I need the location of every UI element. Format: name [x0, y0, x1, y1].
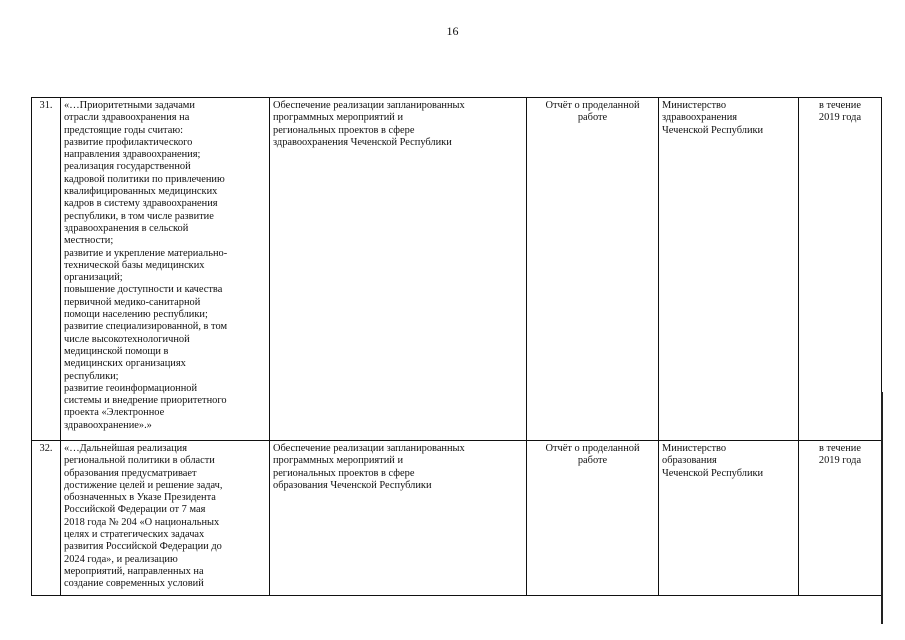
instruction-line: местности; — [64, 235, 114, 247]
report-line: Отчёт о проделанной — [545, 443, 640, 454]
report-line: работе — [577, 455, 608, 467]
instruction-line: технической базы медицинских — [64, 259, 205, 271]
instruction-line: развитие и укрепление материально- — [64, 247, 228, 259]
report-line: Отчёт о проделанной — [545, 100, 640, 111]
scan-edge-line — [881, 392, 883, 624]
instruction-line: системы и внедрение приоритетного — [64, 395, 227, 407]
report-cell — [527, 441, 659, 596]
instruction-line: развитие специализированной, в том — [64, 321, 228, 333]
instruction-line: республики, в том числе развитие — [64, 210, 214, 222]
instruction-line: повышение доступности и качества — [64, 284, 223, 296]
instruction-line: кадровой политики по привлечению — [64, 173, 225, 185]
responsible-line: Чеченской Республики — [662, 124, 764, 136]
action-line: здравоохранения Чеченской Республики — [273, 136, 452, 148]
action-cell — [270, 98, 527, 441]
instruction-line: медицинской помощи в — [64, 345, 169, 357]
instruction-line: предстоящие годы считаю: — [64, 124, 183, 136]
instruction-line: «…Приоритетными задачами — [64, 100, 195, 111]
row-number: 32. — [32, 441, 61, 596]
action-line: региональных проектов в сфере — [273, 124, 415, 136]
action-cell — [270, 441, 527, 596]
instruction-line: медицинских организациях — [64, 358, 186, 370]
instruction-line: республики; — [64, 370, 119, 382]
instruction-line: «…Дальнейшая реализация — [64, 443, 188, 454]
deadline-cell — [799, 98, 882, 441]
instruction-line: здравоохранение».» — [64, 419, 152, 431]
deadline-line: в течение — [819, 443, 861, 454]
row-number: 31. — [32, 98, 61, 441]
instruction-line: Российской Федерации от 7 мая — [64, 504, 206, 516]
instruction-line: кадров в систему здравоохранения — [64, 198, 218, 210]
report-cell — [527, 98, 659, 441]
table-row — [32, 441, 882, 596]
instruction-line: квалифицированных медицинских — [64, 186, 218, 198]
instruction-line: направления здравоохранения; — [64, 149, 201, 161]
instruction-line: здравоохранения в сельской — [64, 222, 189, 234]
instruction-line: целях и стратегических задачах — [64, 529, 205, 541]
instruction-line: реализация государственной — [64, 161, 191, 173]
instruction-line: 2024 года», и реализацию — [64, 553, 178, 565]
report-line: работе — [577, 112, 608, 124]
instruction-line: региональной политики в области — [64, 455, 215, 467]
page-number: 16 — [446, 24, 459, 38]
instruction-line: образования предусматривает — [64, 467, 197, 479]
instruction-line: достижение целей и решение задач, — [64, 479, 223, 491]
deadline-line: 2019 года — [818, 455, 862, 467]
action-line: Обеспечение реализации запланированных — [273, 100, 465, 111]
instruction-line: первичной медико-санитарной — [64, 296, 201, 308]
responsible-cell — [659, 98, 799, 441]
deadline-line: 2019 года — [818, 112, 862, 124]
instruction-line: развития Российской Федерации до — [64, 541, 222, 553]
responsible-line: Чеченской Республики — [662, 467, 764, 479]
instruction-line: мероприятий, направленных на — [64, 565, 204, 577]
instruction-text-cell — [61, 441, 270, 596]
responsible-cell — [659, 441, 799, 596]
responsible-line: здравоохранения — [662, 112, 738, 124]
action-line: программных мероприятий и — [273, 112, 403, 124]
responsible-line: Министерство — [662, 443, 727, 454]
instruction-line: помощи населению республики; — [64, 309, 208, 321]
plan-table — [31, 97, 882, 596]
deadline-line: в течение — [819, 100, 861, 111]
table-row — [32, 98, 882, 441]
responsible-line: образования — [662, 455, 717, 467]
responsible-line: Министерство — [662, 100, 727, 111]
instruction-line: обозначенных в Указе Президента — [64, 492, 216, 504]
action-line: образования Чеченской Республики — [273, 479, 432, 491]
instruction-line: организаций; — [64, 272, 123, 284]
instruction-text-cell — [61, 98, 270, 441]
instruction-line: проекта «Электронное — [64, 407, 165, 419]
instruction-line: развитие профилактического — [64, 136, 193, 148]
action-line: региональных проектов в сфере — [273, 467, 415, 479]
instruction-line: отрасли здравоохранения на — [64, 112, 190, 124]
instruction-line: создание современных условий — [64, 578, 204, 590]
action-line: Обеспечение реализации запланированных — [273, 443, 465, 454]
instruction-line: числе высокотехнологичной — [64, 333, 190, 345]
deadline-cell — [799, 441, 882, 596]
instruction-line: 2018 года № 204 «О национальных — [64, 516, 220, 528]
action-line: программных мероприятий и — [273, 455, 403, 467]
instruction-line: развитие геоинформационной — [64, 382, 198, 394]
